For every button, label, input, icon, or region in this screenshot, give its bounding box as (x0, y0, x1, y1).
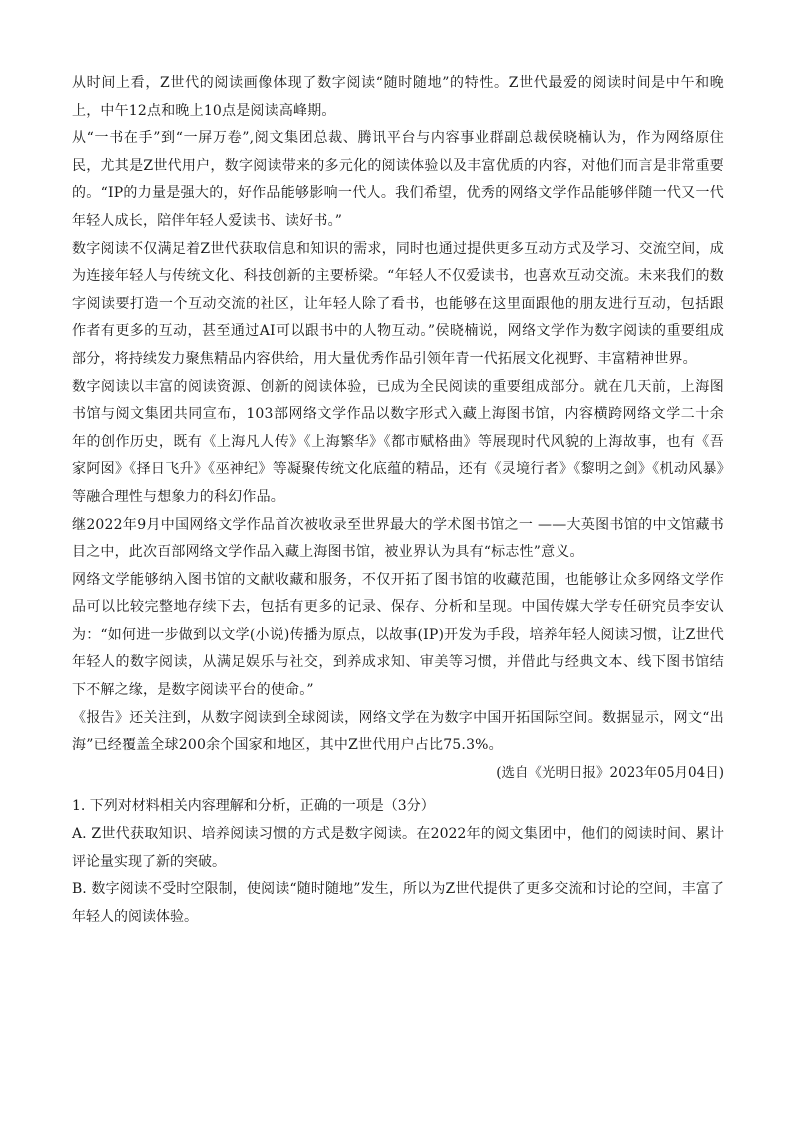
article-source: (选自《光明日报》2023年05月04日) (496, 764, 724, 781)
paragraph-reading-time: 从时间上看，Z世代的阅读画像体现了数字阅读“随时随地”的特性。Z世代最爱的阅读时间是中午和晚上，中午12点和晚上10点是阅读高峰期。 (72, 75, 724, 119)
option-b: B. 数字阅读不受时空限制，使阅读“随时随地”发生，所以为Z世代提供了更多交流和讨论的空间，丰富了年轻人的阅读体验。 (72, 881, 724, 925)
paragraph-interaction: 数字阅读不仅满足着Z世代获取信息和知识的需求，同时也通过提供更多互动方式及学习、交流空间，成为连接年轻人与传统文化、科技创新的主要桥梁。“年轻人不仅爱读书，也喜欢互动交流。未来我们的数字阅读要打造一个互动交流的社区，让年轻人除了看书，也能够在这里面跟他的朋友进行互动，包括跟作者有更多的互动，甚至通过AI可以跟书中的人物互动。”侯晓楠说，网络文学作为数字阅读的重要组成部分，将持续发力聚焦精品内容供给，用大量优秀作品引领年青一代拓展文化视野、丰富精神世界。 (72, 240, 724, 367)
document-page (72, 70, 724, 931)
paragraph-british-library: 继2022年9月中国网络文学作品首次被收录至世界最大的学术图书馆之一 ——大英图书馆的中文馆藏书目之中，此次百部网络文学作品入藏上海图书馆，被业界认为具有“标志性”意义。 (72, 516, 724, 561)
paragraph-li-an-view: 网络文学能够纳入图书馆的文献收藏和服务，不仅开拓了图书馆的收藏范围，也能够让众多网络文学作品可以比较完整地存续下去，包括有更多的记录、保存、分析和呈现。中国传媒大学专任研究员李安认为：“如何进一步做到以文学(小说)传播为原点，以故事(IP)开发为手段，培养年轻人阅读习惯，让Z世代年轻人的数字阅读，从满足娱乐与社交，到养成求知、审美等习惯，并借此与经典文本、线下图书馆结下不解之缘，是数字阅读平台的使命。” (72, 571, 724, 699)
paragraph-hou-xiaonan-view: 从“一书在手”到“一屏万卷”,阅文集团总裁、腾讯平台与内容事业群副总裁侯晓楠认为，作为网络原住民，尤其是Z世代用户，数字阅读带来的多元化的阅读体验以及丰富优质的内容，对他们而言是非常重要的。“IP的力量是强大的，好作品能够影响一代人。我们希望，优秀的网络文学作品能够伴随一代又一代年轻人成长，陪伴年轻人爱读书、读好书。” (72, 130, 724, 229)
question-stem: 1. 下列对材料相关内容理解和分析，正确的一项是（3分） (72, 798, 435, 815)
option-a: A. Z世代获取知识、培养阅读习惯的方式是数字阅读。在2022年的阅文集团中，他们的阅读时间、累计评论量实现了新的突破。 (72, 826, 724, 870)
paragraph-global-reading: 《报告》还关注到，从数字阅读到全球阅读，网络文学在为数字中国开拓国际空间。数据显示，网文“出海”已经覆盖全球200余个国家和地区，其中Z世代用户占比75.3%。 (72, 709, 724, 754)
paragraph-library-collection: 数字阅读以丰富的阅读资源、创新的阅读体验，已成为全民阅读的重要组成部分。就在几天前，上海图书馆与阅文集团共同宣布，103部网络文学作品以数字形式入藏上海图书馆，内容横跨网络文学二十余年的创作历史，既有《上海凡人传》《上海繁华》《都市赋格曲》等展现时代风貌的上海故事，也有《吾家阿囡》《择日飞升》《巫神纪》等凝聚传统文化底蕴的精品，还有《灵境行者》《黎明之剑》《机动风暴》等融合理性与想象力的科幻作品。 (72, 378, 724, 505)
